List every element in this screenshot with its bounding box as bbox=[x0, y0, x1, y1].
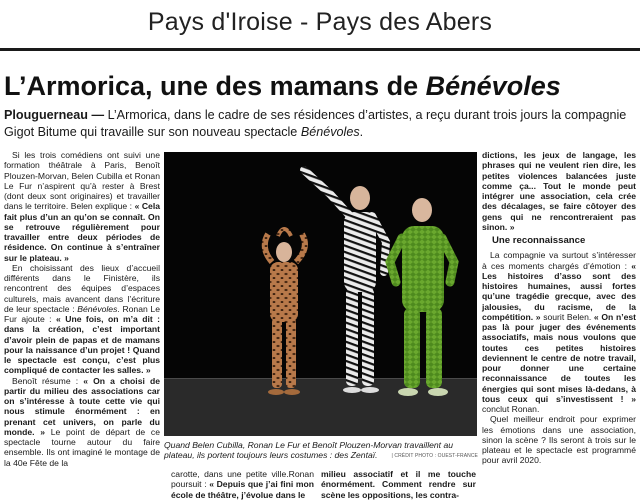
photo-credit: | CRÉDIT PHOTO : OUEST-FRANCE bbox=[391, 453, 478, 459]
col1-p2-italic: Bénévoles bbox=[77, 303, 118, 314]
col1-p2-text: En choisissant des lieux d’accueil différents dans le Finistère, ils rencontrent des équipes d’espaces culturels, mais avancent dans l’écriture de leur spectacle : bbox=[4, 262, 160, 314]
col4-p2-text: La compagnie va surtout s’intéresser à ces moments chargés d’émotion : bbox=[482, 250, 636, 271]
col1-p1-text: Si les trois comédiens ont suivi une formation théâtrale à Paris, Benoît Plouzen-Morvan, Belen Cubilla et Ronan Le Fur n’aspirent qu’à rester à Brest (dont deux sont originaires) et travailler dans le territoire. Belen explique : bbox=[4, 150, 160, 212]
col1-p3-quote: « On a choisi de partir du milieu des associations car on s’intéresse à toute cette vie qui nous stimule énormément : en prenant cet univers, on parle du monde. » bbox=[4, 375, 160, 437]
col4-paragraph-3 bbox=[482, 414, 636, 465]
headline-italic: Bénévoles bbox=[425, 71, 561, 101]
col4-paragraph-1 bbox=[482, 150, 636, 232]
article-column-3 bbox=[321, 469, 476, 500]
col4-p2-quote: « Les histoires d’asso sont des histoires humaines, aussi fortes qu’une tragédie grecque, avec des jalousies, du racisme, de la compétition. » bbox=[482, 260, 636, 322]
col4-subheading: Une reconnaissance bbox=[492, 235, 586, 246]
lede-italic: Bénévoles bbox=[300, 125, 360, 139]
col3-paragraph bbox=[321, 469, 476, 500]
section-masthead: Pays d'Iroise - Pays des Abers bbox=[147, 8, 493, 36]
masthead-rule bbox=[0, 48, 640, 51]
lede-text: L’Armorica, dans le cadre de ses résidences d’artistes, a reçu durant trois jours la compagnie Gigot Bitume qui travaille sur son nouveau spectacle bbox=[4, 108, 627, 139]
col4-paragraph-2 bbox=[482, 250, 636, 414]
col4-p3-text: Quel meilleur endroit pour exprimer les émotions dans une association, sinon la scène ? Ils seront à trois sur le plateau et le spectacle est programmé pour avril 2020. bbox=[482, 414, 636, 466]
col1-p1-quote: « Cela fait plus d’un an qu’on se connaît. On se retrouve régulièrement pour travailler entre deux périodes de résidence. On continue à s’entraîner sur le plateau. » bbox=[4, 201, 161, 263]
lede-end: . bbox=[359, 125, 364, 139]
col4-p2-quote-2: « On n’est pas là pour juger des événements associatifs, mais nous voulons que toutes ces petites histoires deviennent le centre de notre travail, pour donner une certaine reconnaissance de toutes les énergies qui sont mises là-dedans, à tous ceux qui s’investissent ! » bbox=[482, 311, 636, 404]
col3-quote: milieu associatif et il me touche énormément. Comment rendre sur scène les oppositions, les contra- bbox=[321, 469, 476, 500]
article-column-2 bbox=[171, 469, 314, 500]
col2-quote: « Depuis que j’ai fini mon école de théâtre, j’évolue dans le bbox=[171, 479, 314, 500]
col2-text: carotte, dans une petite ville.Ronan poursuit : bbox=[171, 469, 314, 490]
col1-p2-text-2: . Ronan Le Fur ajoute : bbox=[4, 303, 160, 324]
article-column-1 bbox=[4, 150, 160, 490]
col1-p3-text: Benoît résume : bbox=[12, 375, 84, 386]
col1-p2-quote: « Une fois, on m’a dit : dans la création, c’est important d’avoir plein de papas et de mamans pour la naissance d’un projet ! Quand le spectacle est conçu, c’est plus compliqué de contacter les salles. » bbox=[4, 314, 160, 376]
article-column-4 bbox=[482, 150, 636, 490]
lede-dateline: Plouguerneau — bbox=[4, 108, 108, 122]
col1-paragraph-1 bbox=[4, 150, 160, 263]
col4-p1-quote: dictions, les jeux de langage, les phrases qui ne veulent rien dire, les petites violences balancées juste comme ça... Tout le monde peut intégrer une association, cela crée des décalages, se faire côtoyer des gens qui ne rencontreraient pas sinon. » bbox=[482, 150, 636, 232]
article-lede bbox=[4, 107, 636, 141]
col2-paragraph bbox=[171, 469, 314, 500]
col4-p2-text-2: sourit Belen. bbox=[540, 311, 594, 322]
col1-paragraph-3 bbox=[4, 376, 160, 468]
col1-p3-text-2: Le point de départ de ce spectacle tourne autour du faire ensemble. Ils ont imaginé le montage de la 40e Fête de la bbox=[4, 426, 160, 468]
photo-caption: Quand Belen Cubilla, Ronan Le Fur et Benoît Plouzen-Morvan travaillent au plateau, ils portent toujours leurs costumes : des Zentaï. bbox=[164, 440, 454, 461]
headline-main: L’Armorica, une des mamans de bbox=[4, 71, 426, 101]
col4-p2-text-3: conclut Ronan. bbox=[482, 404, 540, 414]
article-photo bbox=[164, 152, 477, 436]
article-headline bbox=[4, 70, 640, 102]
stage-photo-illustration bbox=[164, 152, 477, 436]
col1-paragraph-2 bbox=[4, 263, 160, 376]
